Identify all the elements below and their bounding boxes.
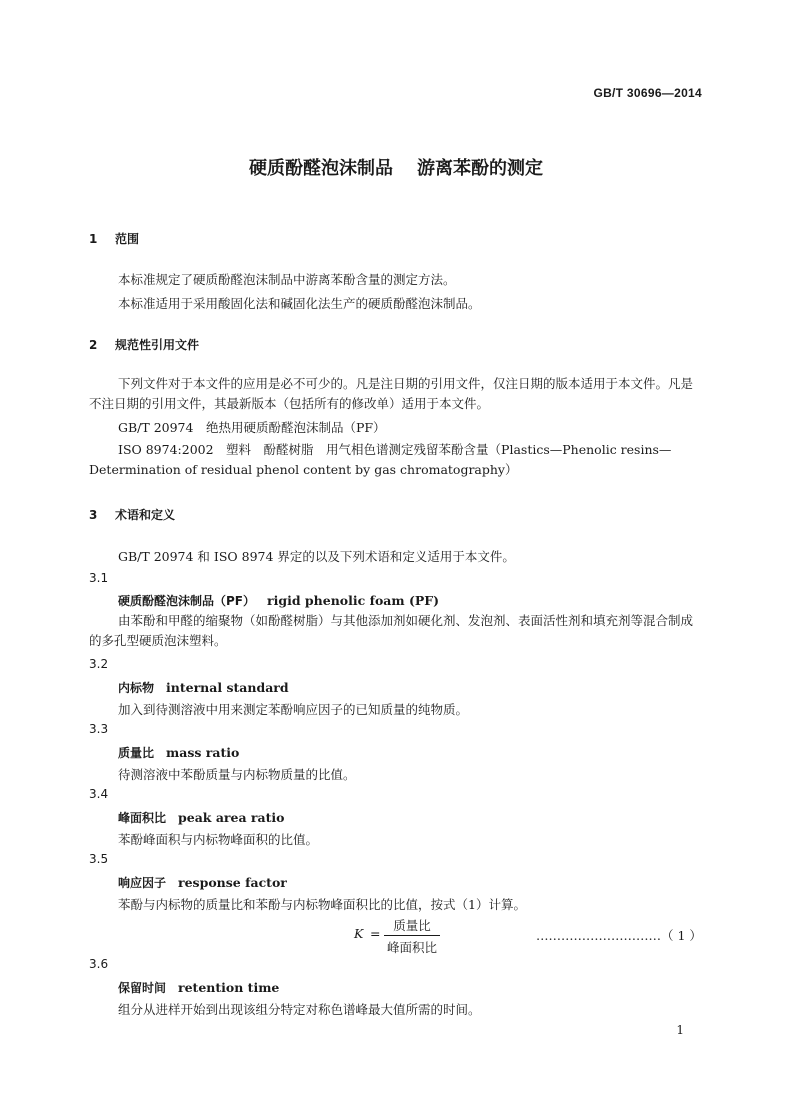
term-definition: 组分从进样开始到出现该组分特定对称色谱峰最大值所需的时间。 <box>118 1002 481 1017</box>
term-english: response factor <box>178 875 287 890</box>
section-heading-terms <box>89 506 175 523</box>
page-title <box>0 154 792 180</box>
reference-item-2: ISO 8974:2002 塑料 酚醛树脂 用气相色谱测定残留苯酚含量（Plastics—Phenolic resins—Determination of residual phenol content by gas chromatography） <box>89 442 672 477</box>
section-title: 术语和定义 <box>115 508 176 522</box>
term-definition: 加入到待测溶液中用来测定苯酚响应因子的已知质量的纯物质。 <box>118 702 469 717</box>
formula-number: …………………………（ 1 ） <box>536 928 702 943</box>
terms-intro: GB/T 20974 和 ISO 8974 界定的以及下列术语和定义适用于本文件。 <box>118 549 515 564</box>
term-heading <box>118 744 239 761</box>
formula-denominator: 峰面积比 <box>386 940 437 955</box>
term-english: retention time <box>178 980 280 995</box>
section-number: 2 <box>89 338 98 352</box>
term-chinese: 保留时间 <box>118 981 167 995</box>
term-number: 3.1 <box>89 571 109 585</box>
section-title: 范围 <box>115 232 140 246</box>
section-number: 3 <box>89 508 98 522</box>
term-heading <box>118 679 289 696</box>
title-part-1: 硬质酚醛泡沫制品 <box>249 158 393 179</box>
term-english: internal standard <box>166 680 289 695</box>
term-chinese: 硬质酚醛泡沫制品（PF） <box>118 594 255 608</box>
term-chinese: 响应因子 <box>118 876 167 890</box>
fraction-bar <box>384 935 440 936</box>
standard-code: GB/T 30696—2014 <box>593 86 702 100</box>
formula-fraction <box>384 916 440 956</box>
term-english: peak area ratio <box>178 810 285 825</box>
term-heading <box>118 874 287 891</box>
term-number: 3.5 <box>89 852 109 866</box>
term-english: mass ratio <box>166 745 240 760</box>
term-chinese: 质量比 <box>118 746 155 760</box>
term-english: rigid phenolic foam (PF) <box>267 593 440 608</box>
term-number: 3.6 <box>89 957 109 971</box>
section-title: 规范性引用文件 <box>115 338 200 352</box>
term-definition: 苯酚与内标物的质量比和苯酚与内标物峰面积比的比值，按式（1）计算。 <box>118 897 526 912</box>
term-chinese: 峰面积比 <box>118 811 167 825</box>
references-intro: 下列文件对于本文件的应用是必不可少的。凡是注日期的引用文件，仅注日期的版本适用于本文件。凡是不注日期的引用文件，其最新版本（包括所有的修改单）适用于本文件。 <box>89 376 694 411</box>
term-heading <box>118 809 284 826</box>
term-definition: 由苯酚和甲醛的缩聚物（如酚醛树脂）与其他添加剂如硬化剂、发泡剂、表面活性剂和填充剂等混合制成的多孔型硬质泡沫塑料。 <box>89 613 694 648</box>
formula-lhs: K <box>354 926 364 941</box>
term-number: 3.2 <box>89 657 109 671</box>
term-definition: 待测溶液中苯酚质量与内标物质量的比值。 <box>118 767 356 782</box>
section-heading-scope <box>89 230 139 247</box>
reference-item-1: GB/T 20974 绝热用硬质酚醛泡沫制品（PF） <box>118 420 386 435</box>
section-number: 1 <box>89 232 98 246</box>
formula-numerator: 质量比 <box>393 918 431 933</box>
term-number: 3.3 <box>89 722 109 736</box>
formula-equals: = <box>370 926 381 941</box>
scope-paragraph-2: 本标准适用于采用酸固化法和碱固化法生产的硬质酚醛泡沫制品。 <box>118 296 481 311</box>
title-part-2: 游离苯酚的测定 <box>417 158 543 179</box>
term-definition: 苯酚峰面积与内标物峰面积的比值。 <box>118 832 319 847</box>
term-heading <box>118 979 279 996</box>
scope-paragraph-1: 本标准规定了硬质酚醛泡沫制品中游离苯酚含量的测定方法。 <box>118 272 456 287</box>
term-heading <box>118 592 439 609</box>
term-number: 3.4 <box>89 787 109 801</box>
page-number: 1 <box>676 1023 684 1037</box>
section-heading-references <box>89 336 199 353</box>
term-chinese: 内标物 <box>118 681 155 695</box>
